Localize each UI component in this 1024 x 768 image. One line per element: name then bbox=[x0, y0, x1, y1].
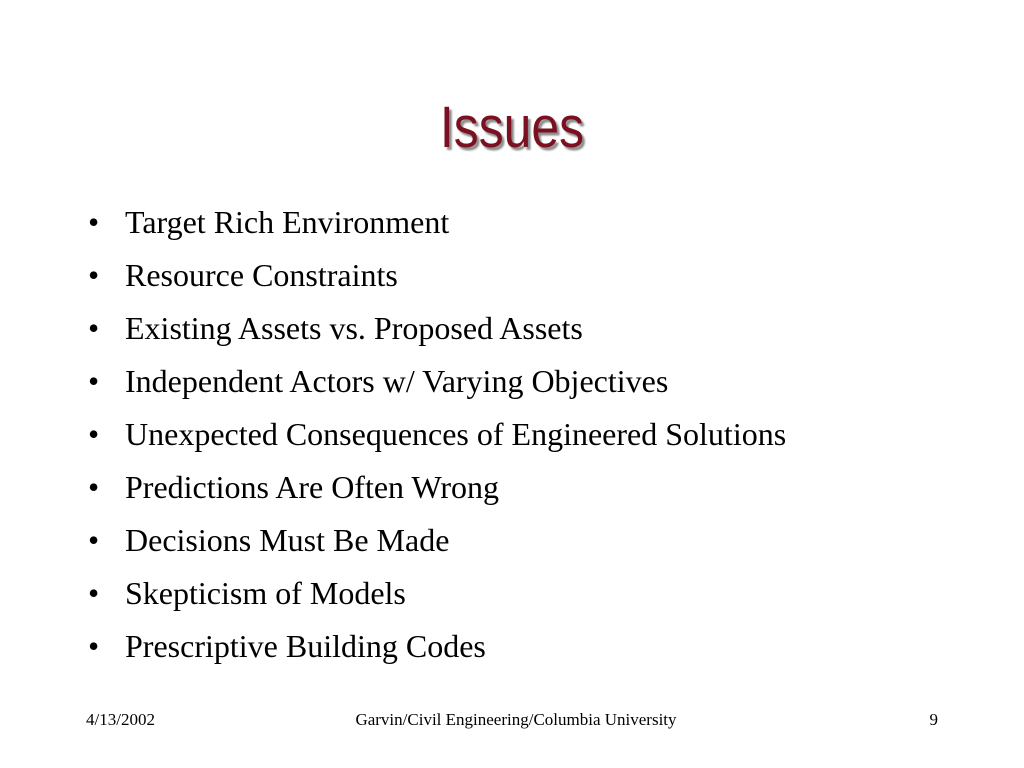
bullet-item bbox=[88, 355, 988, 408]
bullet-text: Predictions Are Often Wrong bbox=[125, 469, 500, 505]
bullet-text: Prescriptive Building Codes bbox=[125, 628, 486, 664]
footer-credit-text: Garvin/Civil Engineering/Columbia University bbox=[355, 710, 677, 729]
bullet-item bbox=[88, 408, 988, 461]
bullet-item bbox=[88, 302, 988, 355]
bullet-icon: • bbox=[88, 310, 100, 346]
footer-date: 4/13/2002 bbox=[86, 710, 155, 729]
bullet-item bbox=[88, 249, 988, 302]
bullet-item bbox=[88, 514, 988, 567]
bullet-item bbox=[88, 620, 988, 673]
bullet-item bbox=[88, 567, 988, 620]
bullet-icon: • bbox=[88, 257, 100, 293]
bullet-text: Independent Actors w/ Varying Objectives bbox=[125, 363, 669, 399]
bullet-text: Existing Assets vs. Proposed Assets bbox=[125, 310, 583, 346]
page-number: 9 bbox=[929, 710, 938, 729]
bullet-icon: • bbox=[88, 628, 100, 664]
bullet-text: Resource Constraints bbox=[125, 257, 398, 293]
bullet-icon: • bbox=[88, 363, 100, 399]
bullet-icon: • bbox=[88, 204, 100, 240]
bullet-text: Decisions Must Be Made bbox=[125, 522, 450, 558]
bullet-icon: • bbox=[88, 575, 100, 611]
footer-credit bbox=[0, 708, 1024, 732]
bullet-text: Target Rich Environment bbox=[125, 204, 450, 240]
bullet-list bbox=[88, 196, 988, 673]
bullet-icon: • bbox=[88, 416, 100, 452]
bullet-text: Skepticism of Models bbox=[125, 575, 406, 611]
slide-title: Issues bbox=[439, 95, 585, 160]
bullet-icon: • bbox=[88, 522, 100, 558]
bullet-item bbox=[88, 196, 988, 249]
bullet-text: Unexpected Consequences of Engineered Solutions bbox=[125, 416, 787, 452]
bullet-item bbox=[88, 461, 988, 514]
bullet-icon: • bbox=[88, 469, 100, 505]
